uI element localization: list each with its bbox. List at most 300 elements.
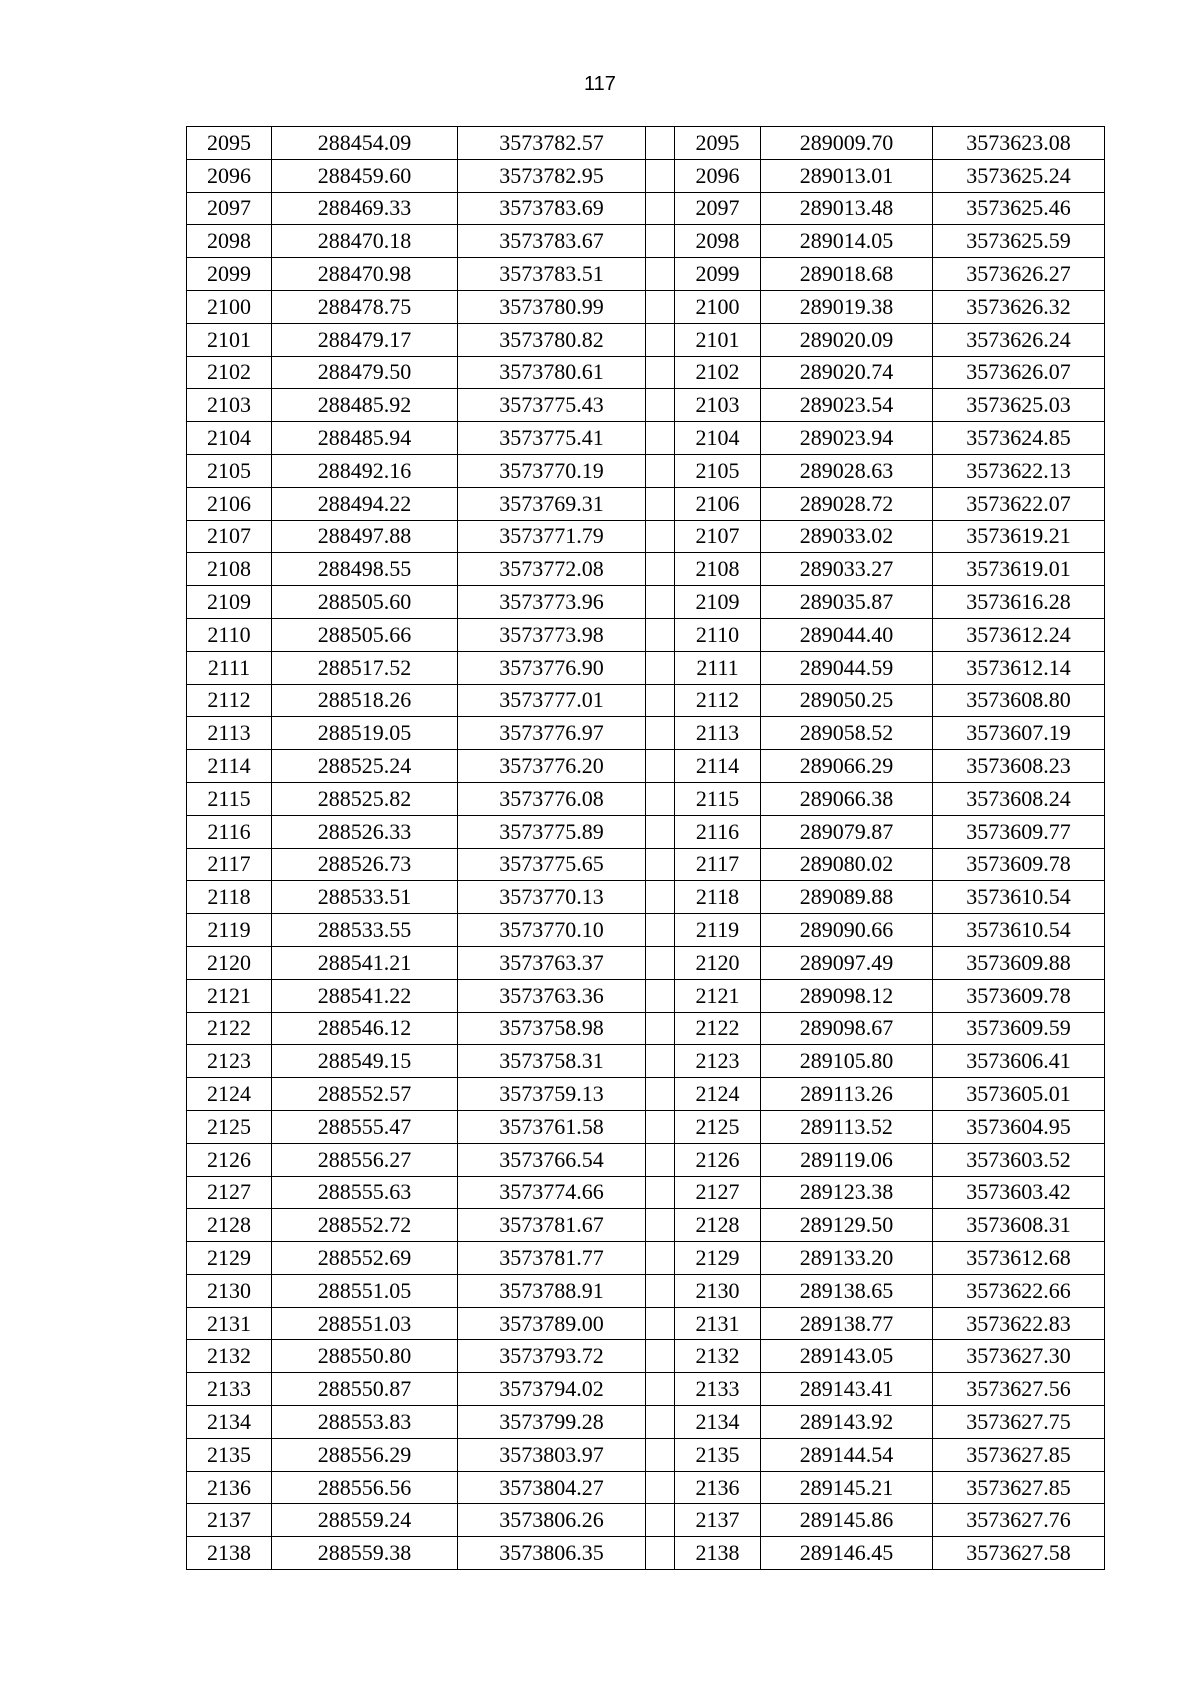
- left-point-id-cell: 2103: [187, 389, 272, 422]
- table-row: [187, 323, 1105, 356]
- spacer-cell: [646, 1242, 675, 1275]
- left-x-coordinate-cell: 288505.66: [272, 618, 458, 651]
- table-row: [187, 782, 1105, 815]
- left-point-id-cell: 2112: [187, 684, 272, 717]
- right-y-coordinate-cell: 3573608.24: [933, 782, 1105, 815]
- left-x-coordinate-cell: 288550.87: [272, 1373, 458, 1406]
- spacer-cell: [646, 192, 675, 225]
- right-y-coordinate-cell: 3573604.95: [933, 1110, 1105, 1143]
- spacer-cell: [646, 782, 675, 815]
- left-point-id-cell: 2117: [187, 848, 272, 881]
- left-point-id-cell: 2120: [187, 946, 272, 979]
- spacer-cell: [646, 553, 675, 586]
- table-row: [187, 290, 1105, 323]
- left-x-coordinate-cell: 288526.33: [272, 815, 458, 848]
- left-y-coordinate-cell: 3573771.79: [458, 520, 646, 553]
- right-point-id-cell: 2098: [675, 225, 761, 258]
- right-x-coordinate-cell: 289019.38: [761, 290, 933, 323]
- left-point-id-cell: 2098: [187, 225, 272, 258]
- left-y-coordinate-cell: 3573794.02: [458, 1373, 646, 1406]
- left-y-coordinate-cell: 3573770.13: [458, 881, 646, 914]
- left-x-coordinate-cell: 288556.29: [272, 1438, 458, 1471]
- right-y-coordinate-cell: 3573609.78: [933, 848, 1105, 881]
- left-x-coordinate-cell: 288494.22: [272, 487, 458, 520]
- right-point-id-cell: 2108: [675, 553, 761, 586]
- right-x-coordinate-cell: 289028.63: [761, 454, 933, 487]
- right-point-id-cell: 2110: [675, 618, 761, 651]
- spacer-cell: [646, 1438, 675, 1471]
- left-y-coordinate-cell: 3573758.31: [458, 1045, 646, 1078]
- right-x-coordinate-cell: 289023.94: [761, 422, 933, 455]
- table-row: [187, 881, 1105, 914]
- left-x-coordinate-cell: 288551.03: [272, 1307, 458, 1340]
- right-x-coordinate-cell: 289013.48: [761, 192, 933, 225]
- right-x-coordinate-cell: 289066.29: [761, 750, 933, 783]
- right-x-coordinate-cell: 289145.21: [761, 1471, 933, 1504]
- left-y-coordinate-cell: 3573780.99: [458, 290, 646, 323]
- table-row: [187, 914, 1105, 947]
- left-x-coordinate-cell: 288555.47: [272, 1110, 458, 1143]
- right-x-coordinate-cell: 289098.67: [761, 1012, 933, 1045]
- spacer-cell: [646, 520, 675, 553]
- right-y-coordinate-cell: 3573609.77: [933, 815, 1105, 848]
- table-row: [187, 1045, 1105, 1078]
- table-row: [187, 1274, 1105, 1307]
- table-row: [187, 553, 1105, 586]
- spacer-cell: [646, 979, 675, 1012]
- right-y-coordinate-cell: 3573627.30: [933, 1340, 1105, 1373]
- spacer-cell: [646, 914, 675, 947]
- right-point-id-cell: 2118: [675, 881, 761, 914]
- left-y-coordinate-cell: 3573759.13: [458, 1078, 646, 1111]
- right-x-coordinate-cell: 289028.72: [761, 487, 933, 520]
- right-y-coordinate-cell: 3573625.59: [933, 225, 1105, 258]
- right-x-coordinate-cell: 289123.38: [761, 1176, 933, 1209]
- spacer-cell: [646, 684, 675, 717]
- spacer-cell: [646, 848, 675, 881]
- right-point-id-cell: 2125: [675, 1110, 761, 1143]
- right-x-coordinate-cell: 289044.40: [761, 618, 933, 651]
- right-x-coordinate-cell: 289058.52: [761, 717, 933, 750]
- right-x-coordinate-cell: 289144.54: [761, 1438, 933, 1471]
- left-y-coordinate-cell: 3573758.98: [458, 1012, 646, 1045]
- right-point-id-cell: 2123: [675, 1045, 761, 1078]
- left-point-id-cell: 2138: [187, 1537, 272, 1570]
- right-point-id-cell: 2122: [675, 1012, 761, 1045]
- right-point-id-cell: 2105: [675, 454, 761, 487]
- spacer-cell: [646, 946, 675, 979]
- table-row: [187, 815, 1105, 848]
- right-point-id-cell: 2109: [675, 586, 761, 619]
- spacer-cell: [646, 750, 675, 783]
- right-x-coordinate-cell: 289138.65: [761, 1274, 933, 1307]
- left-x-coordinate-cell: 288552.72: [272, 1209, 458, 1242]
- left-y-coordinate-cell: 3573775.65: [458, 848, 646, 881]
- left-x-coordinate-cell: 288533.51: [272, 881, 458, 914]
- left-point-id-cell: 2133: [187, 1373, 272, 1406]
- spacer-cell: [646, 290, 675, 323]
- spacer-cell: [646, 389, 675, 422]
- left-x-coordinate-cell: 288555.63: [272, 1176, 458, 1209]
- left-y-coordinate-cell: 3573788.91: [458, 1274, 646, 1307]
- left-point-id-cell: 2102: [187, 356, 272, 389]
- right-y-coordinate-cell: 3573612.14: [933, 651, 1105, 684]
- left-point-id-cell: 2124: [187, 1078, 272, 1111]
- right-x-coordinate-cell: 289050.25: [761, 684, 933, 717]
- right-point-id-cell: 2119: [675, 914, 761, 947]
- left-point-id-cell: 2114: [187, 750, 272, 783]
- right-y-coordinate-cell: 3573627.85: [933, 1438, 1105, 1471]
- table-row: [187, 1340, 1105, 1373]
- left-x-coordinate-cell: 288485.94: [272, 422, 458, 455]
- left-y-coordinate-cell: 3573766.54: [458, 1143, 646, 1176]
- table-row: [187, 618, 1105, 651]
- left-x-coordinate-cell: 288541.21: [272, 946, 458, 979]
- left-point-id-cell: 2125: [187, 1110, 272, 1143]
- left-point-id-cell: 2107: [187, 520, 272, 553]
- spacer-cell: [646, 1045, 675, 1078]
- left-y-coordinate-cell: 3573776.97: [458, 717, 646, 750]
- left-y-coordinate-cell: 3573775.89: [458, 815, 646, 848]
- table-row: [187, 1307, 1105, 1340]
- left-point-id-cell: 2136: [187, 1471, 272, 1504]
- right-y-coordinate-cell: 3573610.54: [933, 881, 1105, 914]
- left-x-coordinate-cell: 288479.17: [272, 323, 458, 356]
- right-x-coordinate-cell: 289143.05: [761, 1340, 933, 1373]
- right-point-id-cell: 2096: [675, 159, 761, 192]
- spacer-cell: [646, 422, 675, 455]
- left-x-coordinate-cell: 288519.05: [272, 717, 458, 750]
- left-point-id-cell: 2121: [187, 979, 272, 1012]
- spacer-cell: [646, 1373, 675, 1406]
- right-x-coordinate-cell: 289079.87: [761, 815, 933, 848]
- left-y-coordinate-cell: 3573806.26: [458, 1504, 646, 1537]
- left-point-id-cell: 2128: [187, 1209, 272, 1242]
- table-row: [187, 651, 1105, 684]
- left-point-id-cell: 2113: [187, 717, 272, 750]
- left-x-coordinate-cell: 288541.22: [272, 979, 458, 1012]
- left-y-coordinate-cell: 3573774.66: [458, 1176, 646, 1209]
- right-x-coordinate-cell: 289097.49: [761, 946, 933, 979]
- right-x-coordinate-cell: 289113.52: [761, 1110, 933, 1143]
- right-x-coordinate-cell: 289035.87: [761, 586, 933, 619]
- spacer-cell: [646, 127, 675, 160]
- left-x-coordinate-cell: 288546.12: [272, 1012, 458, 1045]
- table-row: [187, 586, 1105, 619]
- right-y-coordinate-cell: 3573609.59: [933, 1012, 1105, 1045]
- left-x-coordinate-cell: 288485.92: [272, 389, 458, 422]
- table-row: [187, 1406, 1105, 1439]
- right-point-id-cell: 2113: [675, 717, 761, 750]
- right-y-coordinate-cell: 3573623.08: [933, 127, 1105, 160]
- right-x-coordinate-cell: 289044.59: [761, 651, 933, 684]
- table-row: [187, 520, 1105, 553]
- right-point-id-cell: 2134: [675, 1406, 761, 1439]
- left-x-coordinate-cell: 288470.18: [272, 225, 458, 258]
- table-row: [187, 1110, 1105, 1143]
- table-row: [187, 1176, 1105, 1209]
- left-y-coordinate-cell: 3573776.20: [458, 750, 646, 783]
- left-x-coordinate-cell: 288552.69: [272, 1242, 458, 1275]
- right-y-coordinate-cell: 3573626.07: [933, 356, 1105, 389]
- right-y-coordinate-cell: 3573603.52: [933, 1143, 1105, 1176]
- left-x-coordinate-cell: 288454.09: [272, 127, 458, 160]
- spacer-cell: [646, 881, 675, 914]
- table-row: [187, 127, 1105, 160]
- right-x-coordinate-cell: 289113.26: [761, 1078, 933, 1111]
- left-x-coordinate-cell: 288469.33: [272, 192, 458, 225]
- left-point-id-cell: 2131: [187, 1307, 272, 1340]
- right-point-id-cell: 2102: [675, 356, 761, 389]
- table-row: [187, 750, 1105, 783]
- left-y-coordinate-cell: 3573783.51: [458, 258, 646, 291]
- left-x-coordinate-cell: 288525.24: [272, 750, 458, 783]
- right-y-coordinate-cell: 3573619.01: [933, 553, 1105, 586]
- left-y-coordinate-cell: 3573781.67: [458, 1209, 646, 1242]
- spacer-cell: [646, 487, 675, 520]
- spacer-cell: [646, 1471, 675, 1504]
- left-x-coordinate-cell: 288556.27: [272, 1143, 458, 1176]
- left-y-coordinate-cell: 3573783.67: [458, 225, 646, 258]
- left-x-coordinate-cell: 288498.55: [272, 553, 458, 586]
- right-point-id-cell: 2106: [675, 487, 761, 520]
- right-point-id-cell: 2116: [675, 815, 761, 848]
- right-y-coordinate-cell: 3573622.66: [933, 1274, 1105, 1307]
- right-point-id-cell: 2099: [675, 258, 761, 291]
- left-x-coordinate-cell: 288459.60: [272, 159, 458, 192]
- left-x-coordinate-cell: 288533.55: [272, 914, 458, 947]
- right-y-coordinate-cell: 3573616.28: [933, 586, 1105, 619]
- right-y-coordinate-cell: 3573606.41: [933, 1045, 1105, 1078]
- right-y-coordinate-cell: 3573608.23: [933, 750, 1105, 783]
- right-y-coordinate-cell: 3573607.19: [933, 717, 1105, 750]
- left-point-id-cell: 2130: [187, 1274, 272, 1307]
- left-point-id-cell: 2097: [187, 192, 272, 225]
- left-point-id-cell: 2135: [187, 1438, 272, 1471]
- right-point-id-cell: 2135: [675, 1438, 761, 1471]
- right-y-coordinate-cell: 3573605.01: [933, 1078, 1105, 1111]
- spacer-cell: [646, 1340, 675, 1373]
- left-point-id-cell: 2105: [187, 454, 272, 487]
- right-point-id-cell: 2133: [675, 1373, 761, 1406]
- left-y-coordinate-cell: 3573776.90: [458, 651, 646, 684]
- right-y-coordinate-cell: 3573622.13: [933, 454, 1105, 487]
- right-point-id-cell: 2095: [675, 127, 761, 160]
- left-y-coordinate-cell: 3573773.98: [458, 618, 646, 651]
- right-x-coordinate-cell: 289105.80: [761, 1045, 933, 1078]
- left-y-coordinate-cell: 3573772.08: [458, 553, 646, 586]
- right-y-coordinate-cell: 3573626.32: [933, 290, 1105, 323]
- left-y-coordinate-cell: 3573763.36: [458, 979, 646, 1012]
- right-x-coordinate-cell: 289023.54: [761, 389, 933, 422]
- left-x-coordinate-cell: 288492.16: [272, 454, 458, 487]
- right-y-coordinate-cell: 3573627.58: [933, 1537, 1105, 1570]
- left-y-coordinate-cell: 3573763.37: [458, 946, 646, 979]
- table-row: [187, 848, 1105, 881]
- left-y-coordinate-cell: 3573806.35: [458, 1537, 646, 1570]
- left-y-coordinate-cell: 3573775.41: [458, 422, 646, 455]
- spacer-cell: [646, 1078, 675, 1111]
- left-y-coordinate-cell: 3573799.28: [458, 1406, 646, 1439]
- right-y-coordinate-cell: 3573609.78: [933, 979, 1105, 1012]
- left-x-coordinate-cell: 288479.50: [272, 356, 458, 389]
- left-x-coordinate-cell: 288526.73: [272, 848, 458, 881]
- left-y-coordinate-cell: 3573803.97: [458, 1438, 646, 1471]
- left-x-coordinate-cell: 288518.26: [272, 684, 458, 717]
- table-row: [187, 389, 1105, 422]
- right-point-id-cell: 2121: [675, 979, 761, 1012]
- left-x-coordinate-cell: 288550.80: [272, 1340, 458, 1373]
- spacer-cell: [646, 1209, 675, 1242]
- left-y-coordinate-cell: 3573793.72: [458, 1340, 646, 1373]
- left-y-coordinate-cell: 3573782.57: [458, 127, 646, 160]
- left-y-coordinate-cell: 3573781.77: [458, 1242, 646, 1275]
- spacer-cell: [646, 1274, 675, 1307]
- spacer-cell: [646, 651, 675, 684]
- right-point-id-cell: 2097: [675, 192, 761, 225]
- right-point-id-cell: 2111: [675, 651, 761, 684]
- table-row: [187, 1012, 1105, 1045]
- left-y-coordinate-cell: 3573782.95: [458, 159, 646, 192]
- left-x-coordinate-cell: 288505.60: [272, 586, 458, 619]
- left-point-id-cell: 2116: [187, 815, 272, 848]
- left-point-id-cell: 2118: [187, 881, 272, 914]
- table-row: [187, 1504, 1105, 1537]
- left-y-coordinate-cell: 3573769.31: [458, 487, 646, 520]
- right-y-coordinate-cell: 3573609.88: [933, 946, 1105, 979]
- right-y-coordinate-cell: 3573626.27: [933, 258, 1105, 291]
- right-point-id-cell: 2112: [675, 684, 761, 717]
- left-point-id-cell: 2129: [187, 1242, 272, 1275]
- right-x-coordinate-cell: 289089.88: [761, 881, 933, 914]
- right-x-coordinate-cell: 289143.92: [761, 1406, 933, 1439]
- spacer-cell: [646, 1307, 675, 1340]
- right-y-coordinate-cell: 3573622.07: [933, 487, 1105, 520]
- right-x-coordinate-cell: 289033.02: [761, 520, 933, 553]
- spacer-cell: [646, 1504, 675, 1537]
- right-point-id-cell: 2103: [675, 389, 761, 422]
- right-x-coordinate-cell: 289066.38: [761, 782, 933, 815]
- spacer-cell: [646, 1143, 675, 1176]
- right-point-id-cell: 2132: [675, 1340, 761, 1373]
- left-point-id-cell: 2096: [187, 159, 272, 192]
- spacer-cell: [646, 1176, 675, 1209]
- right-y-coordinate-cell: 3573619.21: [933, 520, 1105, 553]
- right-x-coordinate-cell: 289009.70: [761, 127, 933, 160]
- left-x-coordinate-cell: 288470.98: [272, 258, 458, 291]
- table-row: [187, 1537, 1105, 1570]
- right-y-coordinate-cell: 3573627.56: [933, 1373, 1105, 1406]
- right-y-coordinate-cell: 3573625.24: [933, 159, 1105, 192]
- table-row: [187, 1143, 1105, 1176]
- left-point-id-cell: 2101: [187, 323, 272, 356]
- right-y-coordinate-cell: 3573612.24: [933, 618, 1105, 651]
- left-y-coordinate-cell: 3573773.96: [458, 586, 646, 619]
- right-point-id-cell: 2136: [675, 1471, 761, 1504]
- table-row: [187, 1078, 1105, 1111]
- left-point-id-cell: 2109: [187, 586, 272, 619]
- left-point-id-cell: 2119: [187, 914, 272, 947]
- right-point-id-cell: 2130: [675, 1274, 761, 1307]
- table-row: [187, 356, 1105, 389]
- right-y-coordinate-cell: 3573603.42: [933, 1176, 1105, 1209]
- spacer-cell: [646, 717, 675, 750]
- right-y-coordinate-cell: 3573624.85: [933, 422, 1105, 455]
- right-x-coordinate-cell: 289143.41: [761, 1373, 933, 1406]
- spacer-cell: [646, 454, 675, 487]
- right-x-coordinate-cell: 289090.66: [761, 914, 933, 947]
- right-x-coordinate-cell: 289129.50: [761, 1209, 933, 1242]
- right-point-id-cell: 2114: [675, 750, 761, 783]
- left-x-coordinate-cell: 288559.24: [272, 1504, 458, 1537]
- spacer-cell: [646, 618, 675, 651]
- table-row: [187, 1471, 1105, 1504]
- left-point-id-cell: 2137: [187, 1504, 272, 1537]
- right-x-coordinate-cell: 289080.02: [761, 848, 933, 881]
- left-y-coordinate-cell: 3573804.27: [458, 1471, 646, 1504]
- left-point-id-cell: 2111: [187, 651, 272, 684]
- right-y-coordinate-cell: 3573608.80: [933, 684, 1105, 717]
- table-row: [187, 946, 1105, 979]
- right-point-id-cell: 2126: [675, 1143, 761, 1176]
- left-point-id-cell: 2115: [187, 782, 272, 815]
- left-x-coordinate-cell: 288552.57: [272, 1078, 458, 1111]
- left-point-id-cell: 2127: [187, 1176, 272, 1209]
- table-row: [187, 225, 1105, 258]
- table-row: [187, 1209, 1105, 1242]
- spacer-cell: [646, 356, 675, 389]
- table-row: [187, 454, 1105, 487]
- right-x-coordinate-cell: 289098.12: [761, 979, 933, 1012]
- right-point-id-cell: 2107: [675, 520, 761, 553]
- right-x-coordinate-cell: 289020.09: [761, 323, 933, 356]
- table-row: [187, 1373, 1105, 1406]
- left-y-coordinate-cell: 3573775.43: [458, 389, 646, 422]
- right-point-id-cell: 2124: [675, 1078, 761, 1111]
- spacer-cell: [646, 1012, 675, 1045]
- table-row: [187, 979, 1105, 1012]
- right-x-coordinate-cell: 289133.20: [761, 1242, 933, 1275]
- right-x-coordinate-cell: 289145.86: [761, 1504, 933, 1537]
- table-row: [187, 1438, 1105, 1471]
- right-point-id-cell: 2101: [675, 323, 761, 356]
- left-point-id-cell: 2126: [187, 1143, 272, 1176]
- right-point-id-cell: 2120: [675, 946, 761, 979]
- left-x-coordinate-cell: 288559.38: [272, 1537, 458, 1570]
- right-point-id-cell: 2129: [675, 1242, 761, 1275]
- right-x-coordinate-cell: 289033.27: [761, 553, 933, 586]
- left-x-coordinate-cell: 288556.56: [272, 1471, 458, 1504]
- left-x-coordinate-cell: 288478.75: [272, 290, 458, 323]
- right-y-coordinate-cell: 3573610.54: [933, 914, 1105, 947]
- table-row: [187, 684, 1105, 717]
- table-row: [187, 192, 1105, 225]
- left-point-id-cell: 2108: [187, 553, 272, 586]
- spacer-cell: [646, 1537, 675, 1570]
- left-point-id-cell: 2134: [187, 1406, 272, 1439]
- left-y-coordinate-cell: 3573770.10: [458, 914, 646, 947]
- right-x-coordinate-cell: 289013.01: [761, 159, 933, 192]
- right-y-coordinate-cell: 3573622.83: [933, 1307, 1105, 1340]
- right-point-id-cell: 2128: [675, 1209, 761, 1242]
- page-number: 117: [584, 73, 616, 95]
- right-y-coordinate-cell: 3573608.31: [933, 1209, 1105, 1242]
- right-x-coordinate-cell: 289119.06: [761, 1143, 933, 1176]
- spacer-cell: [646, 258, 675, 291]
- table-row: [187, 258, 1105, 291]
- left-point-id-cell: 2123: [187, 1045, 272, 1078]
- left-y-coordinate-cell: 3573789.00: [458, 1307, 646, 1340]
